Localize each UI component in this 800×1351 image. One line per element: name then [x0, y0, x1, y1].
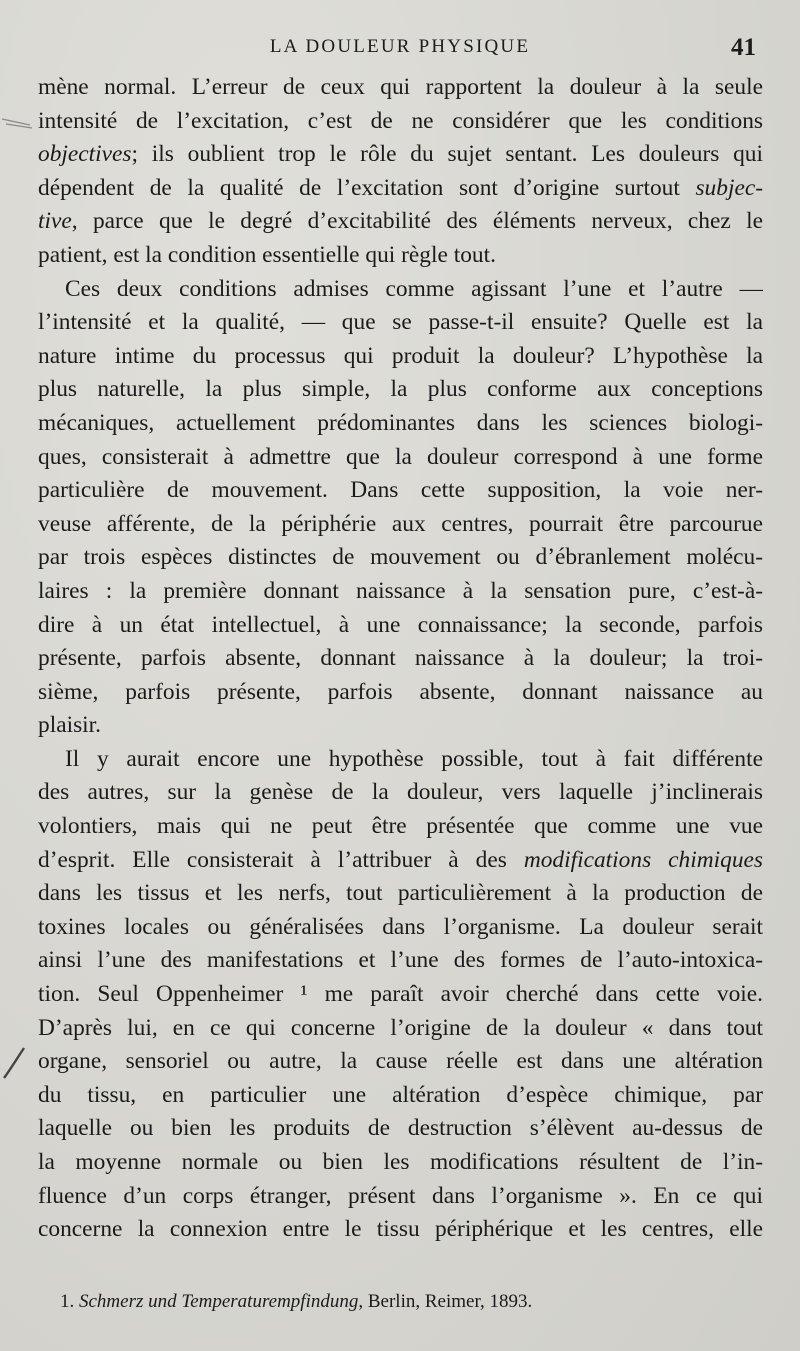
text-line: par trois espèces distinctes de mouvement ou d’ébranlement molécu-: [38, 544, 763, 571]
text-line: des autres, sur la genèse de la douleur, vers laquelle j’inclinerais: [38, 779, 763, 806]
text-line: laires : la première donnant naissance à la sensation pure, c’est-à-: [38, 577, 763, 604]
text-line: d’esprit. Elle consisterait à l’attribuer à des modifications chimiques: [38, 846, 763, 873]
footnote-number: 1.: [60, 1291, 75, 1312]
text-line: D’après lui, en ce qui concerne l’origine de la douleur « dans tout: [38, 1014, 763, 1041]
text-line: présente, parfois absente, donnant naissance à la douleur; la troi-: [38, 645, 763, 672]
text-line: laquelle ou bien les produits de destruction s’élèvent au-dessus de: [38, 1115, 763, 1142]
page-number: 41: [731, 34, 756, 61]
text-line: veuse afférente, de la périphérie aux centres, pourrait être parcourue: [38, 510, 763, 537]
text-line: organe, sensoriel ou autre, la cause réelle est dans une altération: [38, 1048, 763, 1075]
text-line: plaisir.: [38, 712, 102, 739]
text-line: la moyenne normale ou bien les modifications résultent de l’in-: [38, 1149, 763, 1175]
text-line: sième, parfois présente, parfois absente, donnant naissance au: [38, 678, 763, 705]
text-line: tive, parce que le degré d’excitabilité des éléments nerveux, chez le: [38, 208, 763, 235]
text-line: dépendent de la qualité de l’excitation sont d’origine surtout subjec-: [38, 174, 763, 201]
text-line: plus naturelle, la plus simple, la plus conforme aux conceptions: [38, 376, 763, 403]
text-line: fluence d’un corps étranger, présent dans l’organisme ». En ce qui: [38, 1182, 763, 1209]
text-line: l’intensité et la qualité, — que se passe-t-il ensuite? Quelle est la: [38, 309, 763, 336]
text-line: objectives; ils oublient trop le rôle du sujet sentant. Les douleurs qui: [38, 141, 763, 168]
text-line: particulière de mouvement. Dans cette supposition, la voie ner-: [38, 477, 763, 504]
text-line: concerne la connexion entre le tissu périphérique et les centres, elle: [38, 1216, 763, 1243]
footnote: [60, 1289, 760, 1315]
text-line: ques, consisterait à admettre que la douleur correspond à une forme: [38, 443, 763, 470]
running-head: [40, 36, 760, 66]
text-line: intensité de l’excitation, c’est de ne considérer que les conditions: [38, 107, 763, 134]
text-line: dans les tissus et les nerfs, tout particulièrement à la production de: [38, 880, 763, 907]
footnote-title: Schmerz und Temperaturempfindung: [79, 1291, 359, 1312]
text-line: dire à un état intellectuel, à une connaissance; la seconde, parfois: [38, 611, 763, 638]
ink-stroke-icon: [0, 1042, 30, 1082]
pencil-mark-icon: [0, 116, 36, 130]
text-line: mène normal. L’erreur de ceux qui rapportent la douleur à la seule: [38, 74, 763, 100]
text-line: tion. Seul Oppenheimer ¹ me paraît avoir cherché dans cette voie.: [38, 981, 763, 1008]
text-line: du tissu, en particulier une altération d’espèce chimique, par: [38, 1081, 763, 1108]
text-line: Il y aurait encore une hypothèse possible, tout à fait différente: [65, 745, 763, 772]
text-line: ainsi l’une des manifestations et l’une des formes de l’auto-intoxica-: [38, 947, 763, 974]
text-line: Ces deux conditions admises comme agissant l’une et l’autre —: [65, 275, 763, 302]
text-line: volontiers, mais qui ne peut être présentée que comme une vue: [38, 813, 763, 840]
text-line: mécaniques, actuellement prédominantes dans les sciences biologi-: [38, 409, 763, 436]
body-text: [38, 71, 763, 1247]
running-title: LA DOULEUR PHYSIQUE: [269, 36, 531, 57]
footnote-rest: , Berlin, Reimer, 1893.: [358, 1291, 533, 1312]
text-line: patient, est la condition essentielle qui règle tout.: [38, 241, 496, 268]
text-line: nature intime du processus qui produit la douleur? L’hypothèse la: [38, 342, 763, 369]
text-line: toxines locales ou généralisées dans l’organisme. La douleur serait: [38, 913, 763, 940]
